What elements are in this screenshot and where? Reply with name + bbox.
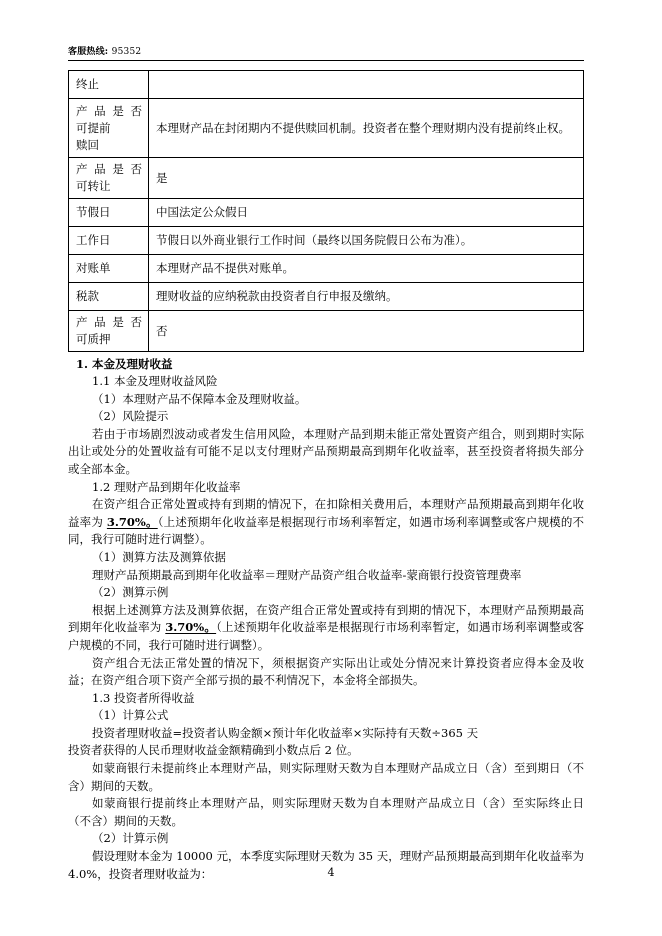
page-content [68,0,584,883]
list-item-1-3-1: （1）计算公式 [92,708,169,723]
spec-label-line: 可转让 [76,179,111,193]
expected-rate-value: 3.70%。 [106,514,158,529]
spec-label-line: 产 品 是 否 [76,315,142,329]
table-row [69,199,584,227]
spec-value-cell: 节假日以外商业银行工作时间（最终以国务院假日公布为准）。 [149,227,584,255]
subsection-title-1-2: 1.2 理财产品到期年化收益率 [92,479,241,494]
risk-paragraph: 若由于市场剧烈波动或者发生信用风险，本理财产品到期未能正常处置资产组合，则到期时实际出让或处分的处置收益有可能不足以支付理财产品预期最高到期年化收益率，甚至投资者将损失部分或全部本金。 [68,426,584,476]
spec-label-line: 产 品 是 否 [76,103,142,118]
page-number: 4 [327,866,335,879]
hotline-label: 客服热线: [68,47,109,57]
table-row [69,255,584,283]
abnormal-disposal-paragraph: 资产组合无法正常处置的情况下，须根据资产实际出让或处分情况来计算投资者应得本金及收益；在资产组合项下资产全部亏损的最不利情况下，本金将全部损失。 [68,655,584,688]
spec-label-cell [69,199,149,227]
table-row [69,158,584,199]
spec-label-cell [69,99,149,158]
spec-label-line: 产 品 是 否 [76,162,142,176]
spec-value-cell: 中国法定公众假日 [149,199,584,227]
spec-label-cell [69,311,149,352]
spec-label-line: 节假日 [76,205,111,219]
spec-label-line: 赎回 [76,137,99,152]
spec-label-line: 税款 [76,289,99,303]
spec-value-cell: 是 [149,158,584,199]
spec-value-cell: 本理财产品在封闭期内不提供赎回机制。投资者在整个理财期内没有提前终止权。 [149,99,584,158]
list-item-1-2-1: （1）测算方法及测算依据 [92,549,226,564]
table-row [69,311,584,352]
expected-rate-text-after: （上述预期年化收益率是根据现行市场利率暂定，如遇市场利率调整或客户规模的不同，我行可随时进行调整）。 [68,514,585,547]
header-divider-rule [68,60,584,61]
spec-label-cell [69,227,149,255]
spec-label-line: 工作日 [76,233,111,247]
rate-example-value: 3.70%。 [165,620,217,635]
rate-example-paragraph [68,602,584,655]
section-heading-1: 1. 本金及理财收益 [76,357,173,371]
rate-example-text-after: （上述预期年化收益率是根据现行市场利率暂定，如遇市场利率调整或客户规模的不同，我行可随时进行调整）。 [68,620,585,652]
list-item-1-3-2: （2）计算示例 [92,831,169,846]
calculation-example-paragraph: 假设理财本金为 10000 元，本季度实际理财天数为 35 天，理财产品预期最高到期年化收益率为 4.0%，投资者理财收益为： [68,849,584,881]
days-no-early-termination-paragraph: 如蒙商银行未提前终止本理财产品，则实际理财天数为自本理财产品成立日（含）至到期日（不含）期间的天数。 [68,761,584,793]
expected-rate-paragraph [68,496,584,549]
subsection-title-1-3: 1.3 投资者所得收益 [92,690,195,705]
spec-label-cell [69,158,149,199]
income-formula: 投资者理财收益=投资者认购金额×预计年化收益率×实际持有天数÷365 天 [92,725,479,740]
spec-value-cell [149,71,584,99]
rate-formula: 理财产品预期最高到期年化收益率＝理财产品资产组合收益率-蒙商银行投资管理费率 [92,567,522,582]
table-row [69,283,584,311]
expected-rate-text-before: 在资产组合正常处置或持有到期的情况下，在扣除相关费用后，本理财产品预期最高到期年化收益率为 [68,497,584,529]
spec-value-cell: 本理财产品不提供对账单。 [149,255,584,283]
spec-label-line: 可提前 [76,120,111,135]
spec-label-line: 终止 [76,77,99,91]
subsection-title-1-1: 1.1 本金及理财收益风险 [92,374,218,388]
spec-value-cell: 否 [149,311,584,352]
spec-label-cell [69,283,149,311]
spec-label-cell [69,71,149,99]
spec-label-cell [69,255,149,283]
list-item-1-2-2: （2）测算示例 [92,585,169,600]
running-header [68,0,584,58]
days-early-termination-paragraph: 如蒙商银行提前终止本理财产品，则实际理财天数为自本理财产品成立日（含）至实际终止日（不含）期间的天数。 [68,796,584,828]
table-row [69,71,584,99]
precision-note: 投资者获得的人民币理财收益金额精确到小数点后 2 位。 [68,743,359,758]
spec-label-line: 对账单 [76,261,111,275]
hotline-number: 95352 [111,47,142,57]
table-row [69,99,584,158]
list-item-1-1-2: （2）风险提示 [92,409,169,424]
rate-example-text-before: 根据上述测算方法及测算依据，在资产组合正常处置或持有到期的情况下，本理财产品预期最高到期年化收益率为 [68,602,584,635]
table-row [69,227,584,255]
spec-label-line: 可质押 [76,332,111,346]
product-spec-table [68,70,584,352]
spec-value-cell: 理财收益的应纳税款由投资者自行申报及缴纳。 [149,283,584,311]
list-item-1-1-1: （1）本理财产品不保障本金及理财收益。 [92,391,307,406]
